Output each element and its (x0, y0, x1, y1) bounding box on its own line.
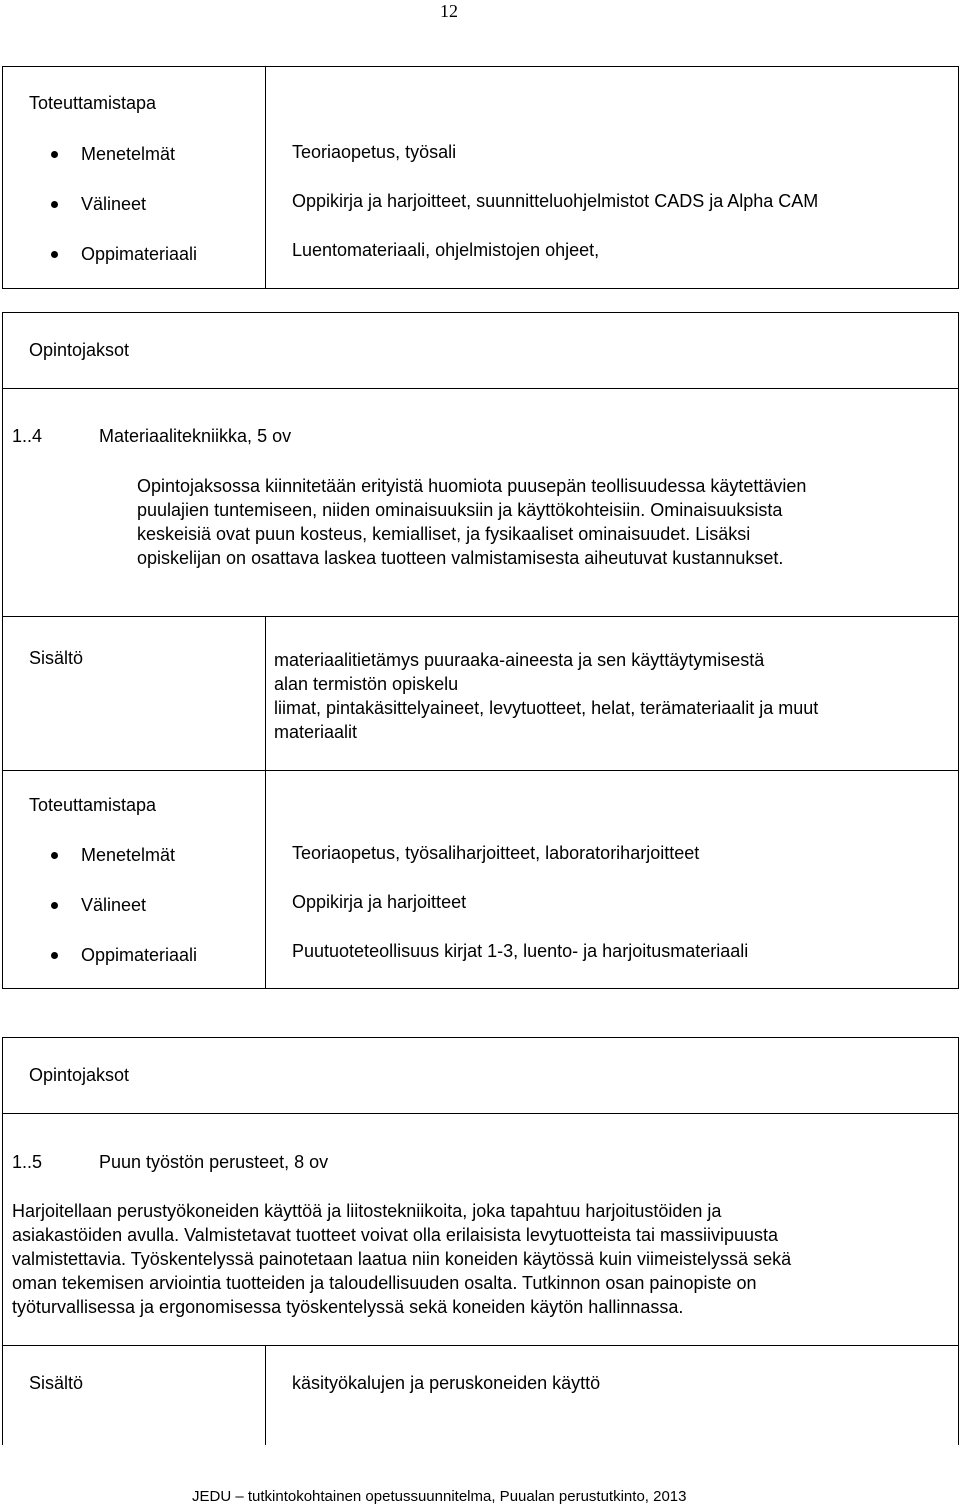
table-divider (265, 66, 266, 289)
toteuttamistapa-title: Toteuttamistapa (29, 93, 157, 113)
course-title: Puun työstön perusteet, 8 ov (99, 1152, 329, 1172)
table-divider (265, 616, 266, 771)
oppimateriaali-value: Puutuoteteollisuus kirjat 1-3, luento- ja harjoitusmateriaali (292, 941, 749, 961)
course-description (12, 1199, 952, 1319)
description-line: oman tekemisen arviointia tuotteiden ja taloudellisuuden osalta. Tutkinnon osan painopiste on (12, 1273, 757, 1293)
sisalto-line: materiaalitietämys puuraaka-aineesta ja sen käyttäytymisestä (274, 650, 765, 670)
description-line: asiakastöiden avulla. Valmistetavat tuotteet voivat olla erilaisista levytuotteista tai massiivipuusta (12, 1225, 779, 1245)
description-line: puulajien tuntemiseen, niiden ominaisuuksiin ja käyttökohteisiin. Ominaisuuksista (137, 500, 783, 520)
sisalto-label: Sisältö (29, 1373, 84, 1393)
menetelmat-label: Menetelmät (81, 144, 176, 164)
table-divider (265, 770, 266, 989)
sisalto-label: Sisältö (29, 648, 84, 668)
page-footer: JEDU – tutkintokohtainen opetussuunnitelma, Puualan perustutkinto, 2013 (192, 1488, 687, 1505)
description-line: Opintojaksossa kiinnitetään erityistä huomiota puusepän teollisuudessa käytettävien (137, 476, 807, 496)
sisalto-value: käsityökalujen ja peruskoneiden käyttö (292, 1373, 601, 1393)
sisalto-line: materiaalit (274, 722, 358, 742)
opintojaksot-header-box (2, 312, 959, 389)
description-line: työturvallisessa ja ergonomisessa työskentelyssä sekä koneiden käytön hallinnassa. (12, 1297, 684, 1317)
bullet-icon (51, 251, 58, 258)
valineet-label: Välineet (81, 194, 147, 214)
oppimateriaali-value: Luentomateriaali, ohjelmistojen ohjeet, (292, 240, 600, 260)
menetelmat-value: Teoriaopetus, työsaliharjoitteet, laboratoriharjoitteet (292, 843, 700, 863)
oppimateriaali-label: Oppimateriaali (81, 244, 198, 264)
opintojaksot-label: Opintojaksot (29, 1065, 130, 1085)
description-line: opiskelijan on osattava laskea tuotteen valmistamisesta aiheutuvat kustannukset. (137, 548, 784, 568)
bullet-icon (51, 852, 58, 859)
opintojaksot-header-box (2, 1037, 959, 1114)
valineet-label: Välineet (81, 895, 147, 915)
description-line: keskeisiä ovat puun kosteus, kemialliset, ja fysikaaliset ominaisuudet. Lisäksi (137, 524, 751, 544)
description-line: Harjoitellaan perustyökoneiden käyttöä ja liitostekniikoita, joka tapahtuu harjoitustöiden ja (12, 1201, 722, 1221)
bullet-icon (51, 902, 58, 909)
table-divider (265, 1345, 266, 1445)
sisalto-content (274, 648, 944, 744)
bullet-icon (51, 952, 58, 959)
sisalto-line: alan termistön opiskelu (274, 674, 459, 694)
valineet-value: Oppikirja ja harjoitteet (292, 892, 467, 912)
bullet-icon (51, 151, 58, 158)
valineet-value: Oppikirja ja harjoitteet, suunnitteluohjelmistot CADS ja Alpha CAM (292, 191, 819, 211)
course-title: Materiaalitekniikka, 5 ov (99, 426, 292, 446)
menetelmat-value: Teoriaopetus, työsali (292, 142, 457, 162)
opintojaksot-label: Opintojaksot (29, 340, 130, 360)
bullet-icon (51, 201, 58, 208)
page-number: 12 (440, 1, 458, 21)
sisalto-table (2, 1345, 959, 1445)
course-number: 1..4 (12, 426, 43, 446)
toteuttamistapa-title: Toteuttamistapa (29, 795, 157, 815)
description-line: valmistettavia. Työskentelyssä painotetaan laatua niin koneiden käytössä kuin viimeistelyssä sekä (12, 1249, 792, 1269)
course-number: 1..5 (12, 1152, 43, 1172)
sisalto-line: liimat, pintakäsittelyaineet, levytuotteet, helat, terämateriaalit ja muut (274, 698, 819, 718)
menetelmat-label: Menetelmät (81, 845, 176, 865)
oppimateriaali-label: Oppimateriaali (81, 945, 198, 965)
course-description (137, 474, 947, 570)
